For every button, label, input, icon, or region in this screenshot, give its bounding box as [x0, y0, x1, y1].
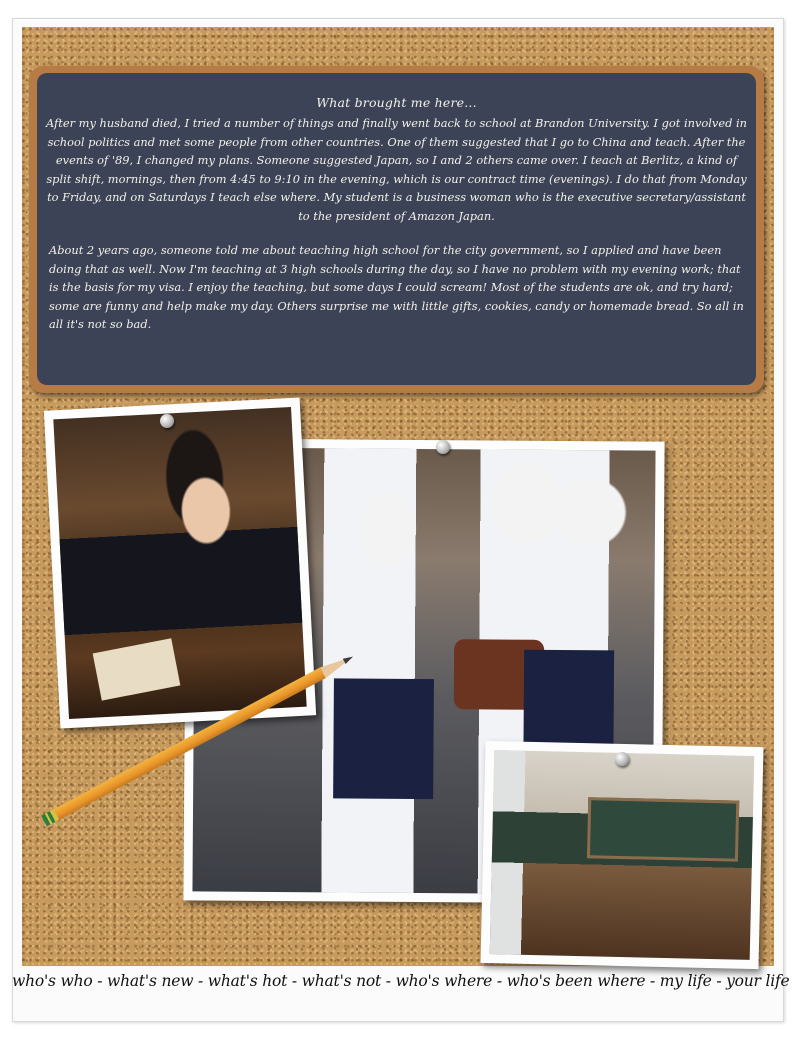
photo-classroom: [481, 741, 764, 969]
footer-tagline: who's who - what's new - what's hot - what's not - who's where - who's been where - my life - your life: [12, 972, 790, 990]
push-pin-icon: [160, 414, 174, 428]
uniform-shape: [333, 678, 434, 799]
photo-student-writing: [44, 398, 316, 729]
note-chalkboard: [37, 73, 756, 385]
classroom-image: [490, 750, 755, 960]
note-paragraph-2: About 2 years ago, someone told me about teaching high school for the city government, so I applied and have been doing that as well. Now I'm teaching at 3 high schools during the day, so I have no problem with my evening work; that is the basis for my visa. I enjoy the teaching, but some days I could scream! Most of the students are ok, and try hard; some are funny and help make my day. Others surprise me with little gifts, cookies, candy or homemade bread. So all in all it's not so bad.: [49, 243, 744, 331]
note-panel: [29, 66, 764, 393]
paper-shape: [93, 638, 181, 700]
chalkboard-shape: [587, 797, 739, 861]
push-pin-icon: [436, 440, 450, 454]
push-pin-icon: [615, 752, 629, 766]
student-image: [53, 407, 306, 719]
note-title: What brought me here...: [316, 95, 477, 110]
note-paragraph-1: After my husband died, I tried a number of things and finally went back to school at Brandon University. I got involved in school politics and met some people from other countries. One of them suggested that I go to China and teach. After the events of '89, I changed my plans. Someone suggested Japan, so I and 2 others came over. I teach at Berlitz, a kind of split shift, mornings, then from 4:45 to 9:10 in the evening, which is our contract time (evenings). I do that from Monday to Friday, and on Saturdays I teach else where. My student is a business woman who is the executive secretary/assistant to the president of Amazon Japan.: [46, 116, 747, 223]
